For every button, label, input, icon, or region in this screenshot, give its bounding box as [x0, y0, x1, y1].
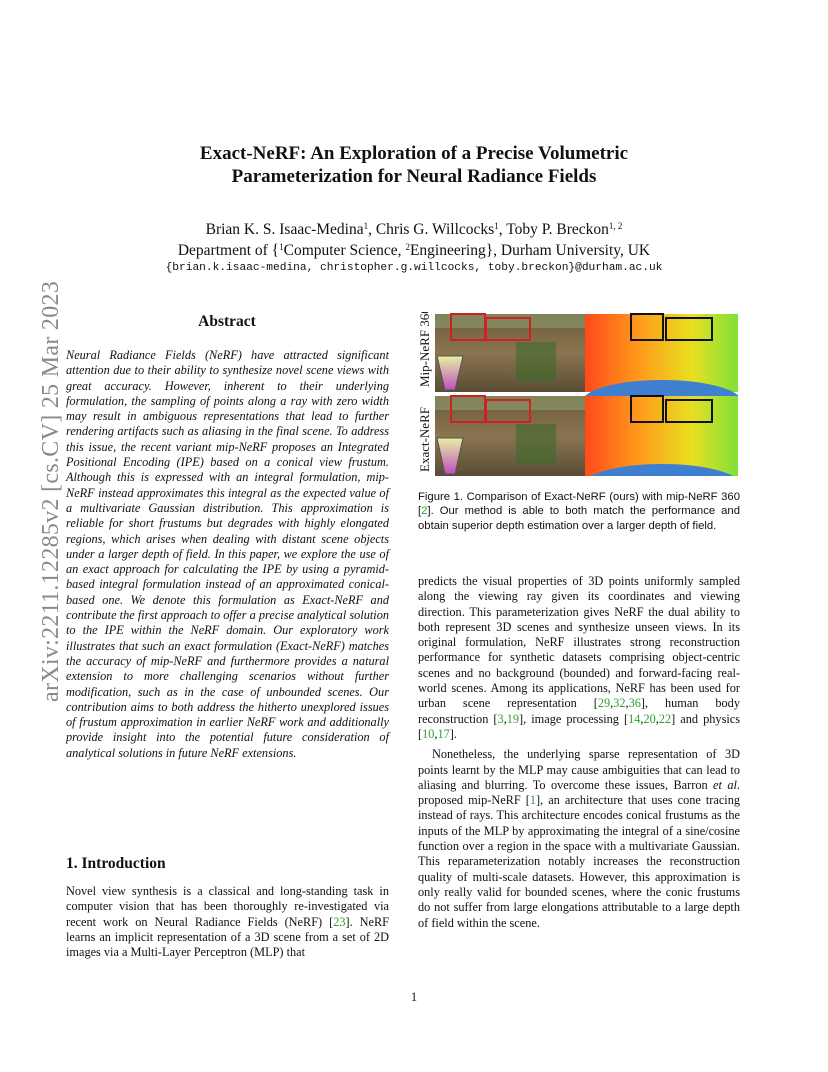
- citation-link[interactable]: 1: [529, 793, 537, 808]
- affil-sup: 1: [279, 242, 284, 252]
- author-affil: 1: [363, 221, 369, 231]
- author-affil: 1: [494, 221, 499, 231]
- text-run: ].: [449, 726, 457, 741]
- author-name: Toby P. Breckon: [506, 221, 609, 238]
- citation-link[interactable]: 14: [628, 711, 641, 726]
- figure-1: [416, 312, 738, 478]
- abstract-text: Neural Radiance Fields (NeRF) have attracted significant attention due to their ability to synthesize novel scene views with great accuracy. However, inherent to their underlying formulation, the sampling of points along a ray with zero width may result in ambiguous representations that lead to further rendering artifacts such as aliasing in the final scene. To address this issue, the recent variant mip-NeRF proposes an Integrated Positional Encoding (IPE) based on a conical view frustum. Although this is expressed with an integral formulation, mip-NeRF instead approximates this integral as the expected value of a multivariate Gaussian distribution. This approximation is reliable for short frustums but degrades with highly elongated regions, which arises when dealing with distant scene objects under a larger depth of field. In this paper, we explore the use of an exact approach for calculating the IPE by using a pyramid-based integral formulation instead of an approximated conical-based one. We denote this formulation as Exact-NeRF and contribute the first approach to offer a precise analytical solution to the IPE within the NeRF domain. Our exploratory work illustrates that such an exact formulation (Exact-NeRF) matches the accuracy of mip-NeRF and furthermore provides a natural extension to more challenging scenarios without further modification, such as in the case of unbounded scenes. Our contribution aims to both address the hitherto unexplored issues of frustum approximation in earlier NeRF work and additionally provide insight into the potential future consideration of analytical solutions in future NeRF extensions.: [66, 348, 389, 760]
- text-run: ] and physics [: [418, 711, 741, 741]
- paragraph: predicts the visual properties of 3D points uniformly sampled along the viewing ray given its coordinates and viewing direction. This parameterization gives NeRF the dual ability to both represent 3D scenes and synthesize unseen views. In its original formulation, NeRF illustrates strong reconstruction performance for synthetic datasets comprising object-centric scenes and no background (bounded) and forward-facing real-world scenes. Among its applications, NeRF has been used for urban scene representation [29,32,36], human body reconstruction [3,19], image processing [14,20,22] and physics [10,17].: [418, 574, 741, 741]
- author-name: Brian K. S. Isaac-Medina: [205, 221, 364, 238]
- title-line-2: Parameterization for Neural Radiance Fields: [231, 166, 597, 187]
- text-run: predicts the visual properties of 3D points uniformly sampled along the viewing ray given its coordinates and viewing direction. This parameterization gives NeRF the dual ability to both represent 3D scenes and synthesize unseen views. In its original formulation, NeRF illustrates strong reconstruction performance for synthetic datasets comprising object-centric scenes and no background (bounded) and forward-facing real-world scenes. Among its applications, NeRF has been used for urban scene representation [: [418, 574, 740, 711]
- author-emails: {brian.k.isaac-medina, christopher.g.willcocks, toby.breckon}@durham.ac.uk: [165, 262, 663, 274]
- citation-link[interactable]: 20: [643, 711, 656, 726]
- text-run: ], an architecture that uses cone tracing instead of rays. This architecture encodes conical frustums as the inputs of the MLP by approximating the integral of a sine/cosine function over a region in the space with a multivariate Gaussian. This reparameterization notably increases the reconstruction quality of multi-scale datasets. However, this approximation is only really valid for bounded scenes, where the conic frustums do not suffer from large elongations attributable to a large depth of field within the scene.: [418, 793, 740, 930]
- right-column-text: [418, 574, 740, 931]
- abstract-heading: Abstract: [198, 313, 256, 330]
- text-run: Nonetheless, the underlying sparse representation of 3D points learnt by the MLP may cause ambiguities that can lead to aliasing and blurring. To overcome these issues, Barron: [418, 747, 740, 792]
- author-affil: 1, 2: [608, 221, 623, 231]
- figure-1-image: [416, 312, 738, 478]
- citation-link[interactable]: 32: [613, 696, 626, 711]
- citation-link[interactable]: 22: [658, 711, 672, 726]
- paragraph: [418, 747, 740, 931]
- intro-text-part: ]. NeRF learns an implicit representation of a 3D scene from a set of 2D images via a Multi-Layer Perceptron (MLP) that: [66, 914, 389, 960]
- text-run: ], human body reconstruction [: [418, 696, 740, 726]
- page-number: 1: [410, 990, 418, 1004]
- citation-link[interactable]: 10: [422, 726, 435, 741]
- author-names: Brian K. S. Isaac-Medina$^1$, Chris G. Willcocks$^1$, Toby P. Breckon$^{1, 2}$: [205, 221, 623, 238]
- text-run: . proposed mip-NeRF [: [418, 777, 740, 808]
- citation-link[interactable]: 29: [597, 696, 611, 711]
- citation-link[interactable]: 36: [628, 696, 641, 711]
- citation-link[interactable]: 3: [497, 711, 504, 726]
- citation-link[interactable]: 17: [437, 726, 450, 741]
- citation-link[interactable]: 23: [333, 914, 346, 929]
- affil-dept: Engineering: [409, 242, 486, 259]
- text-run: et al: [713, 777, 737, 792]
- text-run: ], image processing [: [519, 711, 629, 726]
- section-heading: 1. Introduction: [66, 855, 166, 872]
- caption-text: Figure 1. Comparison of Exact-NeRF (ours) with mip-NeRF 360 [: [418, 491, 740, 518]
- caption-text: ]. Our method is able to both match the performance and obtain superior depth estimation over a larger depth of field.: [418, 505, 740, 532]
- affil-sup: 2: [405, 242, 410, 252]
- affil-prefix: Department of {: [177, 242, 280, 259]
- author-block: [0, 219, 828, 261]
- figure-caption: [418, 490, 740, 533]
- affiliation: [0, 240, 828, 261]
- arxiv-stamp-text: arXiv:2211.12285v2 [cs.CV] 25 Mar 2023: [38, 280, 64, 702]
- title-line-1: Exact-NeRF: An Exploration of a Precise Volumetric: [199, 143, 629, 164]
- row-label: Mip-NeRF 360: [417, 312, 432, 387]
- intro-text: [66, 884, 389, 960]
- affil-suffix: }, Durham University, UK: [485, 242, 651, 259]
- author-name: Chris G. Willcocks: [375, 221, 495, 238]
- citation-link[interactable]: 19: [506, 711, 520, 726]
- citation-link[interactable]: 2: [421, 505, 428, 518]
- paper-title: [0, 142, 828, 188]
- row-label: Exact-NeRF: [417, 407, 432, 472]
- affil-dept: Computer Science,: [283, 242, 406, 259]
- depth-map-exactnerf: [585, 396, 738, 476]
- intro-text-part: Novel view synthesis is a classical and long-standing task in computer vision that has been thoroughly re-investigated via recent work on Neural Radiance Fields (NeRF) [: [66, 884, 389, 929]
